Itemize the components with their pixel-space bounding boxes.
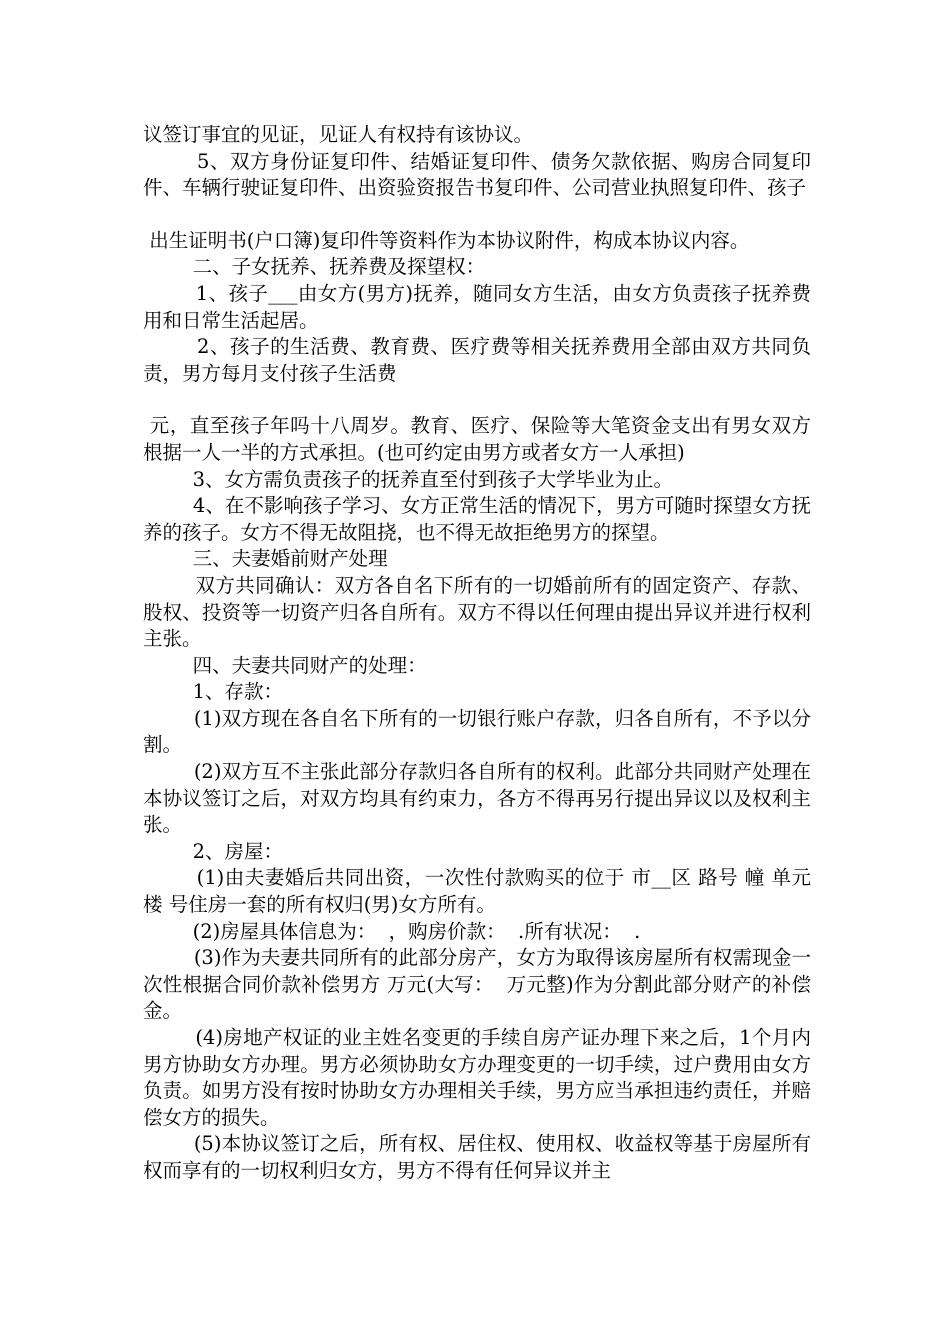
paragraph-premarital-property: 双方共同确认：双方各自名下所有的一切婚前所有的固定资产、存款、股权、投资等一切资产归各自所有。双方不得以任何理由提出异议并进行权利主张。: [143, 573, 811, 651]
paragraph-witness-clause: 议签订事宜的见证，见证人有权持有该协议。: [143, 123, 534, 146]
subheading-deposits: 1、存款：: [143, 680, 284, 704]
paragraph-custody-3: 3、女方需负责孩子的抚养直至付到孩子大学毕业为止。: [143, 467, 674, 491]
paragraph-gap: [143, 202, 811, 228]
paragraph-custody-2-continued: 元，直至孩子年吗十八周岁。教育、医疗、保险等大笔资金支出有男女双方根据一人一半的方式承担。(也可约定由男方或者女方一人承担): [143, 414, 811, 464]
paragraph-housing-5: (5)本协议签订之后，所有权、居住权、使用权、收益权等基于房屋所有权而享有的一切权利归女方，男方不得有任何异议并主: [143, 1132, 811, 1182]
paragraph-deposits-1: (1)双方现在各自名下所有的一切银行账户存款，归各自所有，不予以分割。: [143, 706, 811, 757]
document-page: [143, 122, 818, 1185]
paragraph-custody-2: 2、孩子的生活费、教育费、医疗费等相关抚养费用全部由双方共同负责，男方每月支付孩子生活费: [143, 335, 811, 385]
paragraph-gap: [143, 387, 811, 413]
paragraph-housing-4: (4)房地产权证的业主姓名变更的手续自房产证办理下来之后，1个月内男方协助女方办理。男方必须协助女方办理变更的一切手续，过户费用由女方负责。如男方没有按时协助女方办理相关手续，男方应当承担违约责任，并赔偿女方的损失。: [143, 1026, 812, 1129]
paragraph-housing-2: (2)房屋具体信息为： ，购房价款： .所有状况： .: [143, 919, 641, 943]
paragraph-custody-4: 4、在不影响孩子学习、女方正常生活的情况下，男方可随时探望女方抚养的孩子。女方不得无故阻挠，也不得无故拒绝男方的探望。: [143, 494, 811, 544]
paragraph-attachments-continued: 出生证明书(户口簿)复印件等资料作为本协议附件，构成本协议内容。: [143, 228, 750, 252]
paragraph-housing-1: (1)由夫妻婚后共同出资，一次性付款购买的位于 市__区 路号 幢 单元 楼 号住房一套的所有权归(男)女方所有。: [143, 866, 818, 917]
subheading-housing: 2、房屋：: [143, 839, 284, 863]
section-heading-child-custody: 二、子女抚养、抚养费及探望权：: [143, 255, 486, 279]
section-heading-premarital-property: 三、夫妻婚前财产处理: [143, 547, 388, 571]
paragraph-housing-3: (3)作为夫妻共同所有的此部分房产，女方为取得该房屋所有权需现金一次性根据合同价款补偿男方 万元(大写： 万元整)作为分割此部分财产的补偿金。: [143, 946, 811, 1023]
paragraph-deposits-2: (2)双方互不主张此部分存款归各自所有的权利。此部分共同财产处理在本协议签订之后，对双方均具有约束力，各方不得再另行提出异议以及权利主张。: [143, 760, 811, 837]
paragraph-attachments: 5、双方身份证复印件、结婚证复印件、债务欠款依据、购房合同复印件、车辆行驶证复印件、出资验资报告书复印件、公司营业执照复印件、孩子: [143, 149, 811, 200]
paragraph-custody-1: 1、孩子___由女方(男方)抚养，随同女方生活，由女方负责孩子抚养费用和日常生活起居。: [143, 281, 811, 332]
section-heading-joint-property: 四、夫妻共同财产的处理：: [143, 653, 427, 677]
